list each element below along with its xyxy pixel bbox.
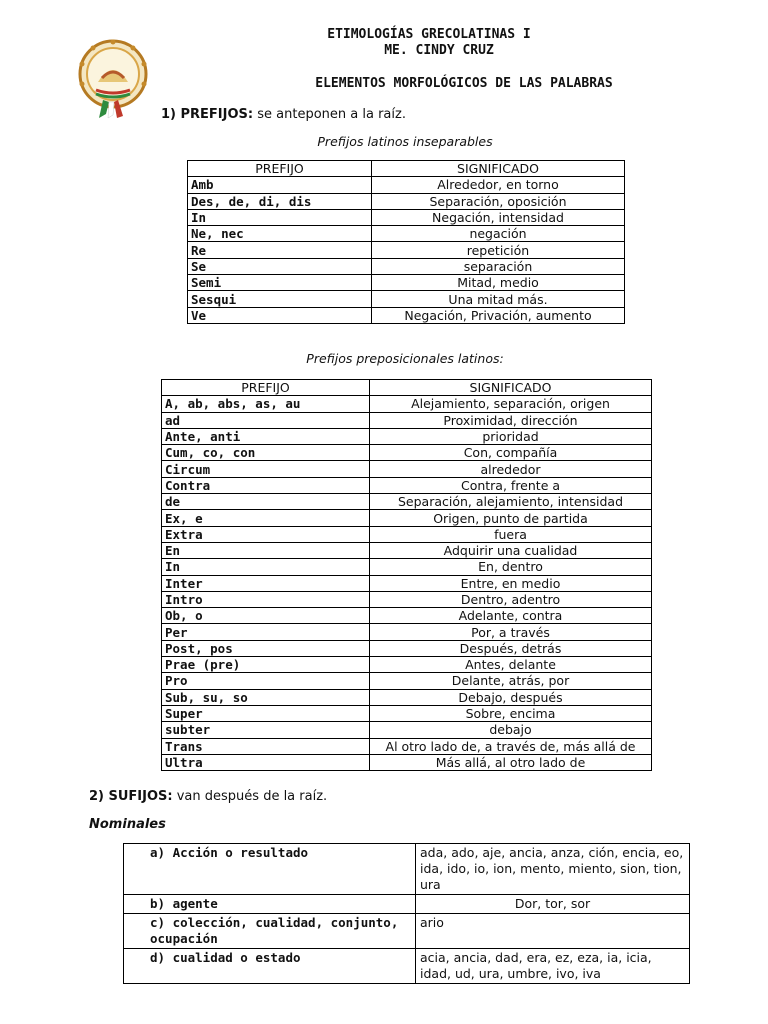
meaning-cell: Más allá, al otro lado de [370,754,652,770]
table1-caption: Prefijos latinos inseparables [317,134,493,149]
table-row [124,949,690,984]
meaning-cell: Alejamiento, separación, origen [370,396,652,412]
meaning-cell: Origen, punto de partida [370,510,652,526]
prefix-cell: Ultra [162,754,370,770]
prefix-cell: Prae (pre) [162,657,370,673]
suffix-category-cell: d) cualidad o estado [124,949,416,984]
prefix-cell: In [162,559,370,575]
prefix-cell: Trans [162,738,370,754]
meaning-cell: Con, compañía [370,445,652,461]
column-header-prefijo: PREFIJO [188,161,372,177]
table-row [162,559,652,575]
suffix-list-cell: Dor, tor, sor [416,895,690,914]
meaning-cell: Adquirir una cualidad [370,542,652,558]
meaning-cell: Sobre, encima [370,705,652,721]
meaning-cell: alrededor [370,461,652,477]
meaning-cell: Después, detrás [370,640,652,656]
section-prefijos-label: 1) PREFIJOS: [161,107,254,122]
prefix-cell: Ante, anti [162,428,370,444]
meaning-cell: Proximidad, dirección [370,412,652,428]
table-row [188,291,625,307]
table-row [162,445,652,461]
meaning-cell: Negación, Privación, aumento [372,307,625,323]
section-sufijos-label: 2) SUFIJOS: [89,789,173,804]
prefix-cell: Se [188,258,372,274]
meaning-cell: Una mitad más. [372,291,625,307]
prefix-cell: Intro [162,591,370,607]
table-row [162,461,652,477]
meaning-cell: Adelante, contra [370,608,652,624]
suffix-list-cell: ada, ado, aje, ancia, anza, ción, encia, eo, ida, ido, io, ion, mento, miento, sion, tion, ura [416,844,690,895]
table-row [162,608,652,624]
table-row [162,640,652,656]
meaning-cell: Separación, alejamiento, intensidad [370,494,652,510]
suffix-list-cell: ario [416,914,690,949]
meaning-cell: debajo [370,722,652,738]
sufijos-nominales-table [123,843,690,984]
meaning-cell: Dentro, adentro [370,591,652,607]
prefix-cell: Sub, su, so [162,689,370,705]
column-header-significado: SIGNIFICADO [370,380,652,396]
table-row [124,895,690,914]
meaning-cell: Al otro lado de, a través de, más allá de [370,738,652,754]
prefix-cell: Re [188,242,372,258]
column-header-significado: SIGNIFICADO [372,161,625,177]
prefix-cell: Ob, o [162,608,370,624]
meaning-cell: Debajo, después [370,689,652,705]
meaning-cell: repetición [372,242,625,258]
prefix-cell: Semi [188,275,372,291]
table-row [162,510,652,526]
table-row [188,307,625,323]
table-row [162,689,652,705]
table-row [188,209,625,225]
section-prefijos [161,107,406,122]
meaning-cell: Delante, atrás, por [370,673,652,689]
table-row [162,657,652,673]
meaning-cell: separación [372,258,625,274]
table-header-row [162,380,652,396]
section-sufijos-text: van después de la raíz. [172,789,328,804]
table2-caption: Prefijos preposicionales latinos: [306,351,504,366]
suffix-category-cell: b) agente [124,895,416,914]
table-row [162,575,652,591]
course-title: ETIMOLOGÍAS GRECOLATINAS I [327,27,531,42]
meaning-cell: prioridad [370,428,652,444]
section-prefijos-text: se anteponen a la raíz. [253,107,406,122]
table-row [124,914,690,949]
table-row [188,193,625,209]
prefix-cell: En [162,542,370,558]
table-row [188,242,625,258]
meaning-cell: Por, a través [370,624,652,640]
prefix-cell: Ne, nec [188,226,372,242]
table-row [162,477,652,493]
page-title: ELEMENTOS MORFOLÓGICOS DE LAS PALABRAS [315,76,613,91]
table-row [124,844,690,895]
table-row [188,226,625,242]
prefix-cell: Circum [162,461,370,477]
table-row [162,526,652,542]
meaning-cell: En, dentro [370,559,652,575]
prefix-cell: Pro [162,673,370,689]
prefix-cell: Ex, e [162,510,370,526]
prefix-cell: Post, pos [162,640,370,656]
prefix-cell: A, ab, abs, as, au [162,396,370,412]
nominales-heading: Nominales [89,817,166,832]
table-row [162,412,652,428]
table-row [162,738,652,754]
prefix-cell: ad [162,412,370,428]
prefix-cell: Des, de, di, dis [188,193,372,209]
table-row [188,258,625,274]
column-header-prefijo: PREFIJO [162,380,370,396]
table-row [162,542,652,558]
prefix-cell: de [162,494,370,510]
meaning-cell: Negación, intensidad [372,209,625,225]
prefix-cell: Contra [162,477,370,493]
meaning-cell: Entre, en medio [370,575,652,591]
meaning-cell: Mitad, medio [372,275,625,291]
suffix-category-cell: a) Acción o resultado [124,844,416,895]
table-row [162,494,652,510]
suffix-list-cell: acia, ancia, dad, era, ez, eza, ia, icia, idad, ud, ura, umbre, ivo, iva [416,949,690,984]
table-row [162,428,652,444]
section-sufijos [89,789,327,804]
table-row [162,722,652,738]
meaning-cell: Alrededor, en torno [372,177,625,193]
meaning-cell: Contra, frente a [370,477,652,493]
table-row [162,754,652,770]
suffix-category-cell: c) colección, cualidad, conjunto, ocupación [124,914,416,949]
prefix-cell: Per [162,624,370,640]
prefix-cell: Ve [188,307,372,323]
meaning-cell: negación [372,226,625,242]
prefix-cell: In [188,209,372,225]
table-row [188,275,625,291]
prefix-cell: Extra [162,526,370,542]
table-row [162,396,652,412]
prefijos-inseparables-table [187,160,625,324]
table-row [162,673,652,689]
table-row [162,705,652,721]
table-row [162,591,652,607]
teacher-name: ME. CINDY CRUZ [384,43,494,58]
meaning-cell: Antes, delante [370,657,652,673]
prefix-cell: Inter [162,575,370,591]
prefix-cell: Sesqui [188,291,372,307]
prefix-cell: Amb [188,177,372,193]
table-header-row [188,161,625,177]
table-row [162,624,652,640]
meaning-cell: Separación, oposición [372,193,625,209]
prefix-cell: Cum, co, con [162,445,370,461]
prefijos-preposicionales-table [161,379,652,771]
prefix-cell: subter [162,722,370,738]
table-row [188,177,625,193]
meaning-cell: fuera [370,526,652,542]
prefix-cell: Super [162,705,370,721]
